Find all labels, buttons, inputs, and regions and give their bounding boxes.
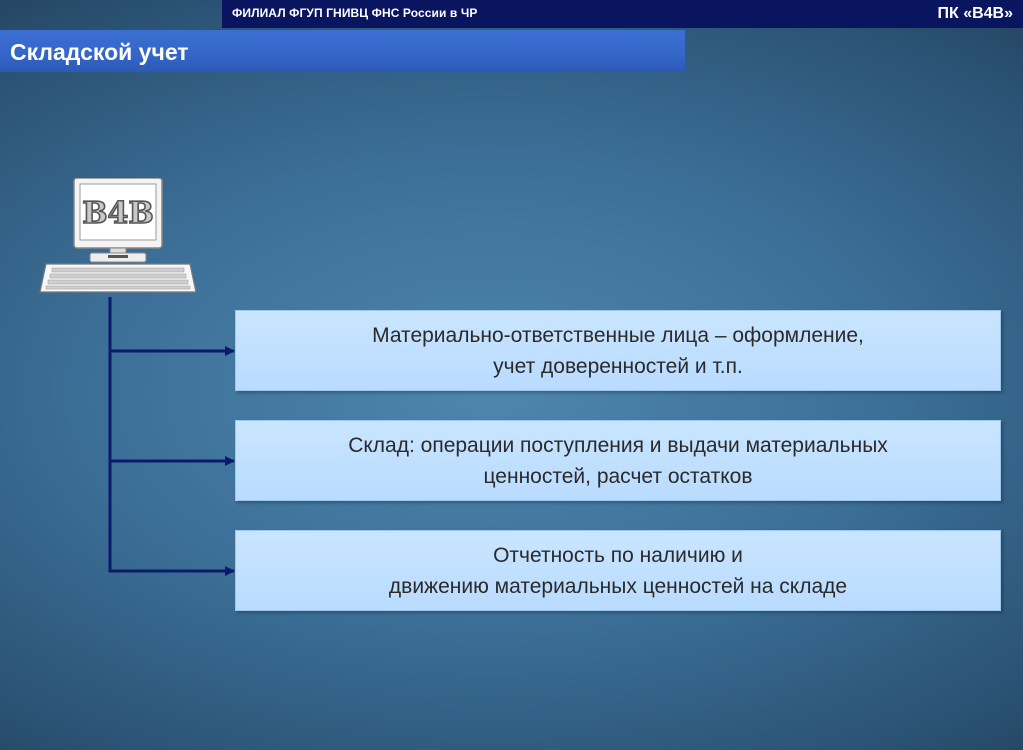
item-box-responsible-persons — [235, 310, 1001, 391]
item-text-line: Материально-ответственные лица – оформление, — [372, 323, 864, 347]
item-box-warehouse-operations — [235, 420, 1001, 501]
item-text-line: ценностей, расчет остатков — [483, 464, 753, 488]
item-text-line: Склад: операции поступления и выдачи материальных — [348, 433, 888, 457]
header-bar — [222, 0, 1023, 28]
item-text-line: Отчетность по наличию и — [493, 543, 743, 567]
product-name: ПК «В4В» — [937, 5, 1013, 22]
item-box-reporting — [235, 530, 1001, 611]
item-text-line: движению материальных ценностей на складе — [388, 574, 848, 598]
slide-title: Складской учет — [10, 39, 189, 65]
slide-title-bar — [0, 30, 685, 72]
item-text-line: учет доверенностей и т.п. — [493, 354, 743, 378]
organization-name: ФИЛИАЛ ФГУП ГНИВЦ ФНС России в ЧР — [232, 6, 478, 20]
computer-icon — [38, 178, 198, 298]
b4b-logo: B4B — [82, 196, 154, 231]
